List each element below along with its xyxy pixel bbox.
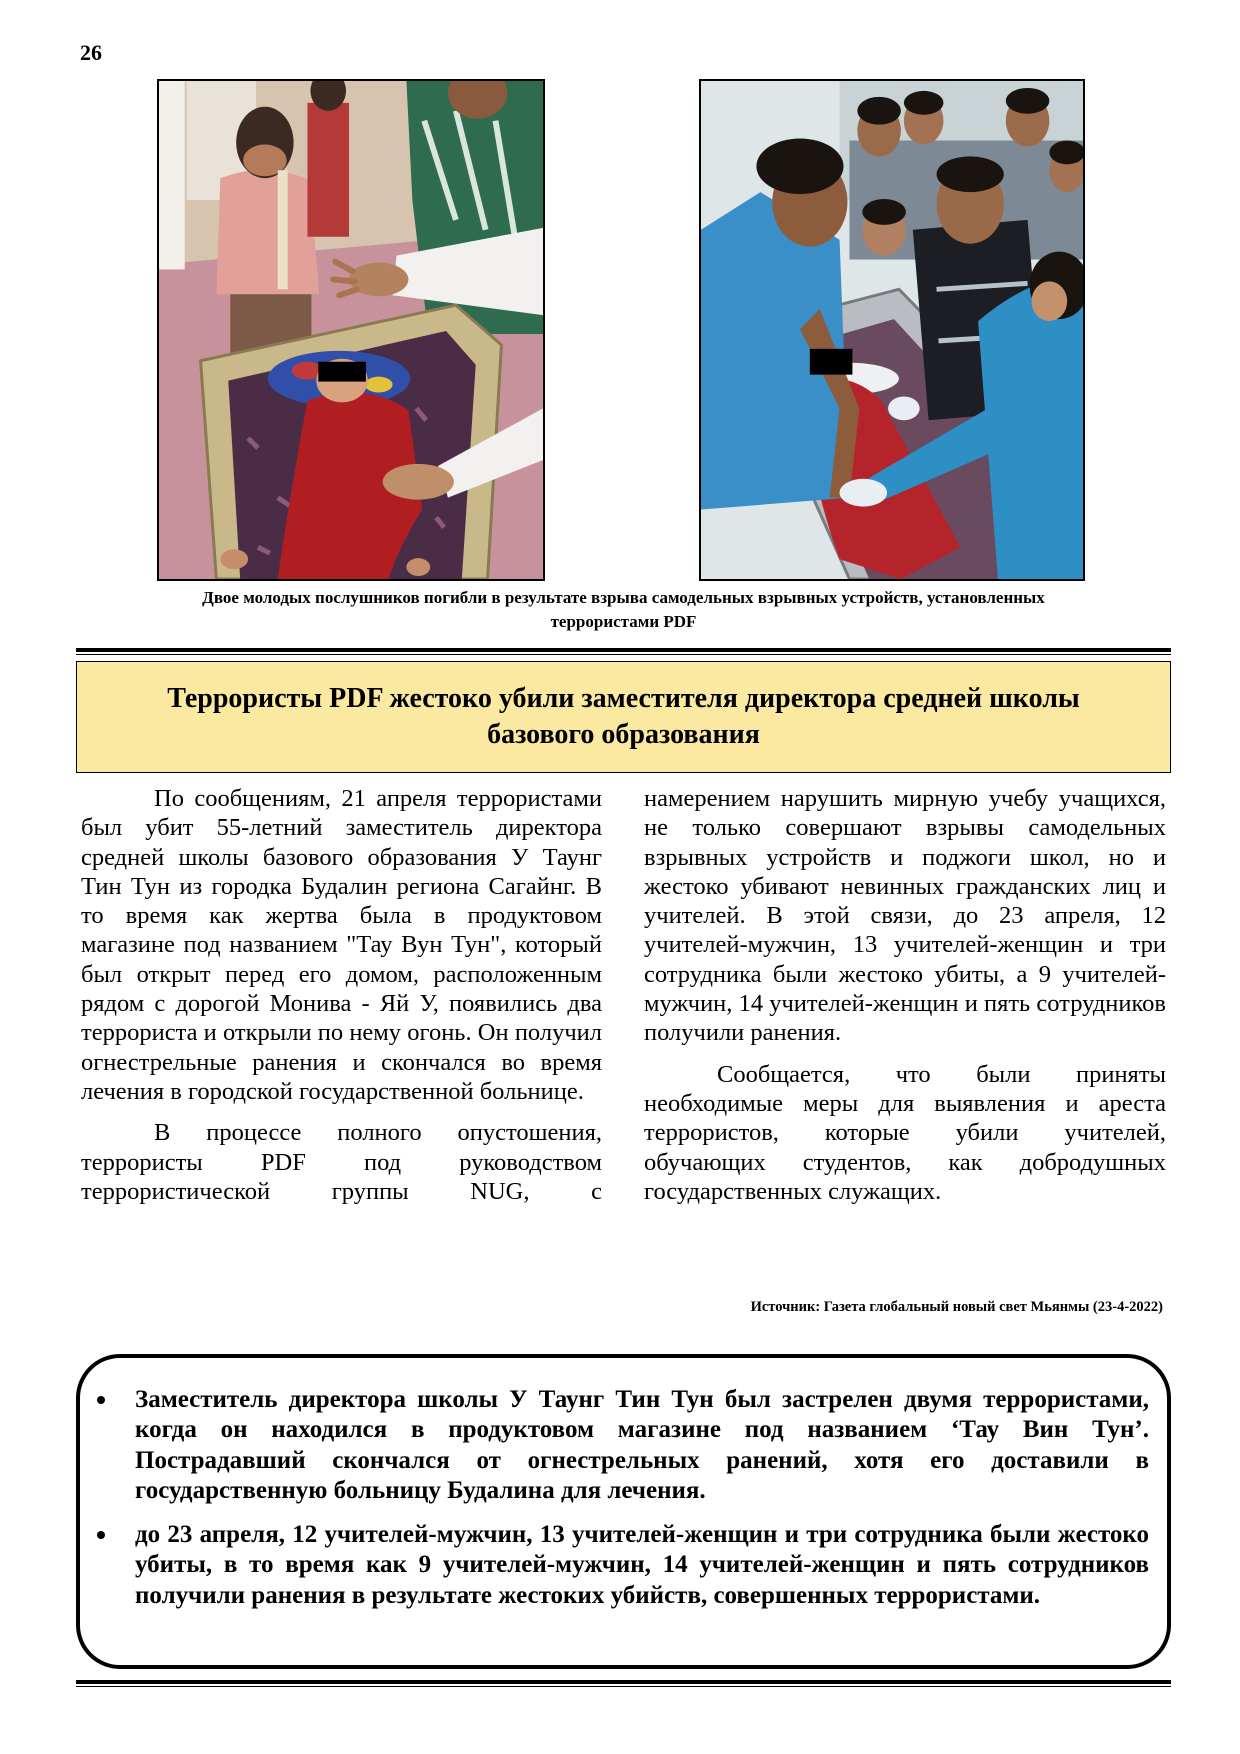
article-title-box bbox=[76, 661, 1171, 773]
page-number: 26 bbox=[80, 40, 102, 65]
photo-right-image bbox=[701, 81, 1083, 579]
article-paragraph: намерением нарушить мирную учебу учащихся, не только совершают взрывы самодельных взрывных устройств и поджоги школ, но и жестоко убивают невинных гражданских лиц и учителей. В этой связи, до 23 апреля, 12 учителей-мужчин, 13 учителей-женщин и три сотрудника были жестоко убиты, а 9 учителей-мужчин, 14 учителей-женщин и пять сотрудников получили ранения. bbox=[644, 785, 1166, 1047]
summary-bullet-text: Заместитель директора школы У Таунг Тин Тун был застрелен двумя террористами, когда он находился в продуктовом магазине под названием ‘Тау Вин Тун’. Пострадавший скончался от огнестрельных ранений, хотя его доставили в государственную больницу Будалина для лечения. bbox=[135, 1386, 1149, 1504]
article-column-left bbox=[81, 784, 602, 1206]
article-title-line: Террористы PDF жестоко убили заместителя директора средней школы bbox=[167, 683, 1080, 714]
summary-bullet-item bbox=[135, 1385, 1149, 1506]
bullet-icon bbox=[97, 1531, 105, 1539]
article-paragraph: По сообщениям, 21 апреля террористами был убит 55-летний заместитель директора средней школы базового образования У Таунг Тин Тун из городка Будалин региона Сагайнг. В то время как жертва была в продуктовом магазине под названием "Тау Вун Тун", который был открыт перед его домом, расположенным рядом с дорогой Монива - Яй У, появились два террориста и открыли по нему огонь. Он получил огнестрельные ранения и скончался во время лечения в городской государственной больнице. bbox=[81, 785, 602, 1105]
photo-caption-line: террористами PDF bbox=[550, 612, 697, 631]
article-paragraph: Сообщается, что были приняты необходимые меры для выявления и ареста террористов, которые убили учителей, обучающих студентов, как добродушных государственных служащих. bbox=[644, 1060, 1166, 1205]
censor-bar bbox=[810, 349, 853, 375]
article-paragraph: В процессе полного опустошения, террористы PDF под руководством террористической группы NUG, с bbox=[81, 1119, 602, 1205]
double-rule-top bbox=[76, 648, 1171, 655]
bullet-icon bbox=[97, 1396, 105, 1404]
photo-caption-line: Двое молодых послушников погибли в результате взрыва самодельных взрывных устройств, установленных bbox=[202, 588, 1045, 607]
photo-left-image bbox=[159, 81, 543, 579]
double-rule-bottom bbox=[76, 1680, 1171, 1687]
mourner-red-shirt bbox=[307, 81, 349, 237]
summary-box bbox=[76, 1354, 1171, 1669]
article-column-right bbox=[644, 784, 1166, 1206]
article-source: Источник: Газета глобальный новый свет Мьянмы (23-4-2022) bbox=[750, 1299, 1163, 1315]
summary-bullet-item bbox=[135, 1520, 1149, 1611]
article-title-line: базового образования bbox=[487, 719, 760, 750]
censor-bar bbox=[318, 362, 366, 382]
photo-left bbox=[157, 79, 545, 581]
photo-right bbox=[699, 79, 1085, 581]
photo-caption bbox=[76, 586, 1171, 634]
summary-bullet-text: до 23 апреля, 12 учителей-мужчин, 13 учителей-женщин и три сотрудника были жестоко убиты, в то время как 9 учителей-мужчин, 14 учителей-женщин и пять сотрудников получили ранения в результате жестоких убийств, совершенных террористами. bbox=[135, 1521, 1149, 1609]
